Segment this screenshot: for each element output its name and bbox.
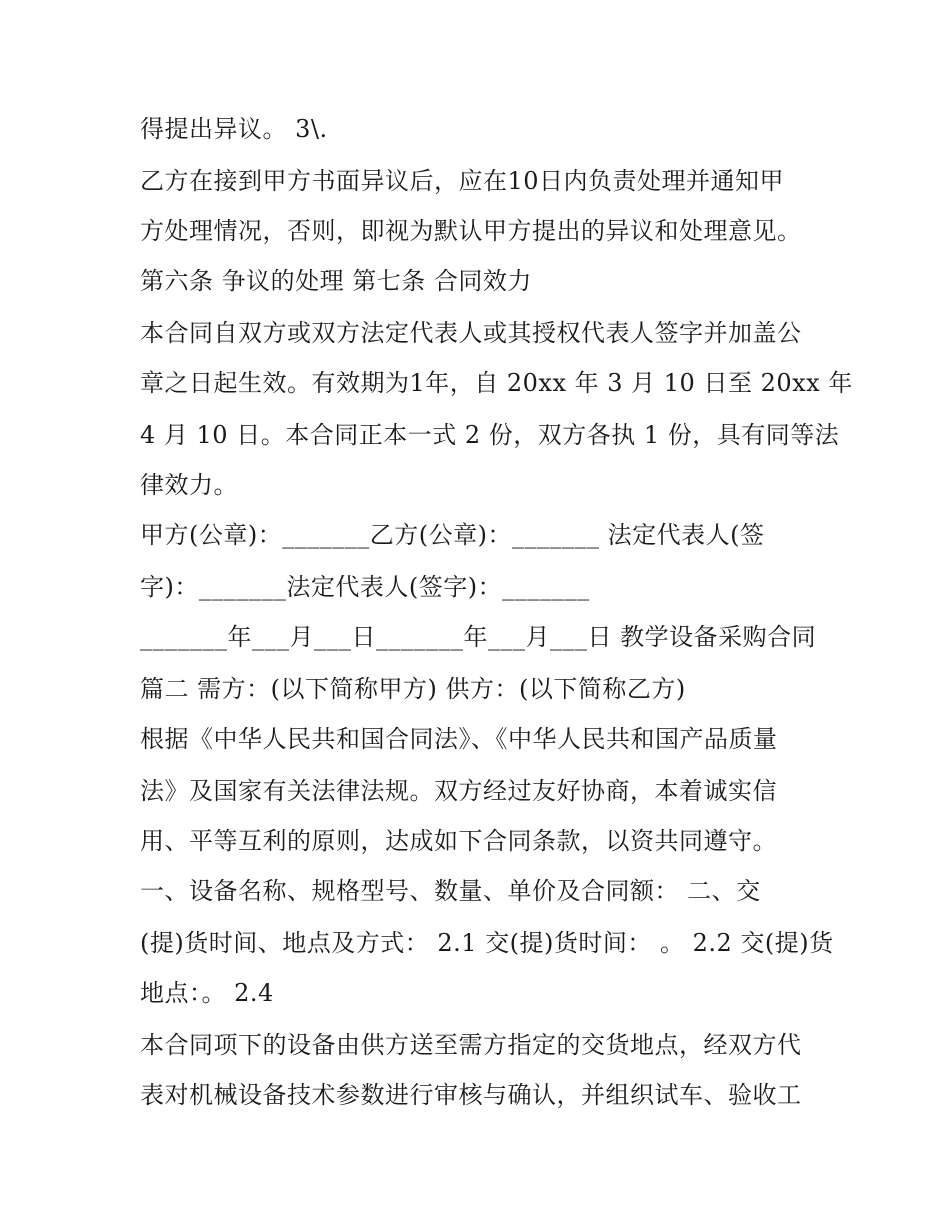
signature-line: 字)：_______法定代表人(签字)：_______ [140,573,590,601]
section-heading: 篇二 需方：(以下简称甲方) 供方：(以下简称乙方) [140,675,686,703]
text-line: 地点：。 2.4 [140,979,274,1007]
text-line: 得提出异议。 3\. [140,115,328,143]
signature-line: 甲方(公章)：_______乙方(公章)：_______ 法定代表人(签 [140,521,765,549]
text-line: 法》及国家有关法律法规。双方经过友好协商，本着诚实信 [140,777,777,805]
text-line: (提)货时间、地点及方式： 2.1 交(提)货时间： 。 2.2 交(提)货 [140,929,834,957]
date-line: _______年___月___日_______年___月___日 教学设备采购合同 [140,623,817,651]
text-line: 乙方在接到甲方书面异议后，应在10日内负责处理并通知甲 [140,167,785,195]
text-line: 章之日起生效。有效期为1年，自 20xx 年 3 月 10 日至 20xx 年 [140,369,853,397]
text-line: 根据《中华人民共和国合同法》、《中华人民共和国产品质量 [140,725,778,753]
text-line: 一、设备名称、规格型号、数量、单价及合同额： 二、交 [140,877,761,905]
text-line: 律效力。 [140,471,238,499]
text-line: 用、平等互利的原则，达成如下合同条款，以资共同遵守。 [140,827,777,855]
section-heading: 第六条 争议的处理 第七条 合同效力 [140,267,532,295]
text-line: 方处理情况，否则，即视为默认甲方提出的异议和处理意见。 [140,217,802,245]
text-line: 表对机械设备技术参数进行审核与确认，并组织试车、验收工 [140,1081,802,1109]
text-line: 本合同项下的设备由供方送至需方指定的交货地点，经双方代 [140,1031,802,1059]
text-line: 4 月 10 日。本合同正本一式 2 份，双方各执 1 份，具有同等法 [140,421,840,449]
text-line: 本合同自双方或双方法定代表人或其授权代表人签字并加盖公 [140,319,802,347]
